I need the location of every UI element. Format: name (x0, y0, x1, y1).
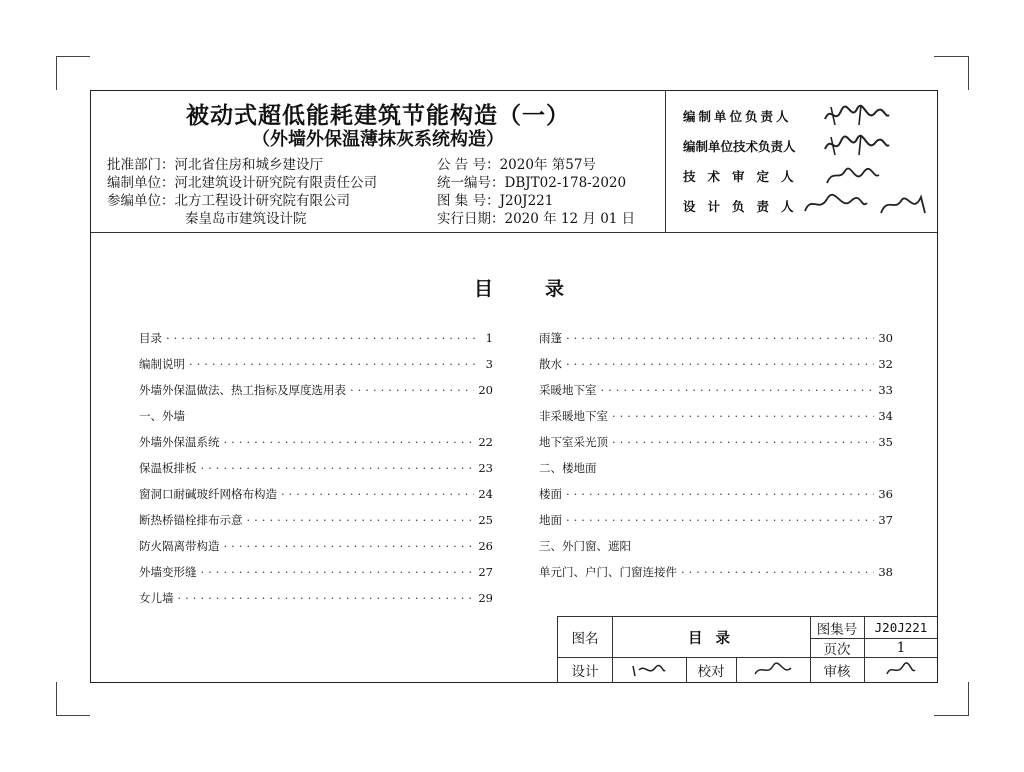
header-divider (665, 91, 666, 232)
toc-entry-title: 地下室采光顶 (539, 435, 608, 449)
editor-label: 编制单位： (107, 175, 175, 191)
toc-leader-dots (178, 585, 475, 611)
toc-entry (139, 351, 493, 377)
toc-entry-page: 37 (878, 513, 893, 527)
toc-entry-title: 目录 (139, 331, 162, 345)
toc-leader-dots (681, 559, 874, 585)
toc-left-column (139, 325, 493, 611)
date-value: 2020 年 12 月 01 日 (504, 211, 636, 227)
atlas-label: 图 集 号： (437, 193, 500, 209)
notice-row (437, 153, 596, 173)
signature-design (612, 657, 686, 683)
page-number: 1 (896, 639, 906, 656)
toc-entry-title: 三、外门窗、遮阳 (539, 539, 631, 553)
co-editor-value-2: 秦皇岛市建筑设计院 (185, 211, 307, 227)
toc-leader-dots (166, 325, 475, 351)
toc-entry (139, 481, 493, 507)
toc-entry-title: 窗洞口耐碱玻纤网格布构造 (139, 487, 277, 501)
toc-entry (539, 351, 893, 377)
signature-unit-head (821, 99, 893, 129)
toc-entry-title: 编制说明 (139, 357, 185, 371)
toc-entry-title: 防火隔离带构造 (139, 539, 220, 553)
design-label: 设计 (571, 664, 599, 680)
crop-mark (934, 715, 968, 716)
drawing-name: 目 录 (687, 629, 735, 647)
toc-entry-page: 1 (485, 331, 493, 345)
editor-value: 河北建筑设计研究院有限责任公司 (174, 175, 377, 191)
crop-mark (968, 56, 969, 90)
approval-value: 河北省住房和城乡建设厅 (174, 157, 323, 173)
toc-entry-page: 22 (478, 435, 493, 449)
approval-row (107, 153, 323, 173)
toc-entry-page: 3 (485, 357, 493, 371)
toc-entry (139, 455, 493, 481)
review-label: 审核 (823, 664, 851, 680)
date-row (437, 207, 635, 227)
toc-entry-page: 25 (478, 513, 493, 527)
toc-entry-title: 断热桥锚栓排布示意 (139, 513, 243, 527)
notice-label: 公 告 号： (437, 157, 500, 173)
document-subtitle: （外墙外保温薄抹灰系统构造） (252, 129, 504, 150)
toc-entry (139, 585, 493, 611)
toc-entry (539, 507, 893, 533)
toc-entry-title: 女儿墙 (139, 591, 174, 605)
toc-entry-title: 二、楼地面 (539, 461, 597, 475)
document-title: 被动式超低能耗建筑节能构造（一） (186, 103, 570, 129)
signature-check (736, 657, 810, 683)
toc-entry-title: 保温板排板 (139, 461, 197, 475)
toc-entry-title: 雨篷 (539, 331, 562, 345)
crop-mark (56, 682, 57, 716)
toc-entry-page: 29 (478, 591, 493, 605)
toc-leader-dots (566, 507, 874, 533)
unit-head-label: 编制单位负责人 (683, 109, 792, 124)
atlas-row (437, 189, 553, 209)
toc-entry-page: 24 (478, 487, 493, 501)
toc-entry (139, 429, 493, 455)
drawing-name-label: 图名 (571, 631, 599, 647)
toc-right-column (539, 325, 893, 585)
toc-leader-dots (201, 559, 475, 585)
atlas-value: J20J221 (499, 193, 554, 209)
toc-entry-title: 单元门、户门、门窗连接件 (539, 565, 677, 579)
signature-review (864, 657, 938, 683)
notice-value: 2020年 第57号 (499, 157, 596, 173)
toc-entry-page: 23 (478, 461, 493, 475)
toc-entry (539, 403, 893, 429)
co-editor-value-1: 北方工程设计研究院有限公司 (174, 193, 350, 209)
toc-entry-title: 外墙外保温系统 (139, 435, 220, 449)
co-editor-label: 参编单位： (107, 193, 175, 209)
toc-entry-page: 26 (478, 539, 493, 553)
toc-leader-dots (566, 351, 874, 377)
signature-tech-reviewer (823, 161, 883, 191)
signature-unit-tech-head (821, 129, 893, 159)
toc-entry-title: 非采暖地下室 (539, 409, 608, 423)
toc-leader-dots (224, 429, 475, 455)
date-label: 实行日期： (437, 211, 505, 227)
page-label: 页次 (823, 641, 851, 658)
header (91, 91, 937, 233)
toc-entry (139, 559, 493, 585)
toc-leader-dots (612, 403, 874, 429)
toc-entry-title: 外墙外保温做法、热工指标及厚度选用表 (139, 383, 346, 397)
crop-mark (56, 715, 90, 716)
toc-entry-title: 地面 (539, 513, 562, 527)
toc-entry (139, 377, 493, 403)
toc-entry (539, 559, 893, 585)
toc-leader-dots (566, 325, 874, 351)
toc-leader-dots (350, 377, 474, 403)
toc-entry-page: 30 (878, 331, 893, 345)
toc-entry-page: 36 (878, 487, 893, 501)
signature-design-head (801, 189, 933, 221)
toc-entry (539, 481, 893, 507)
crop-mark (56, 56, 57, 90)
toc-entry-title: 楼面 (539, 487, 562, 501)
toc-leader-dots (247, 507, 475, 533)
unit-tech-head-label: 编制单位技术负责人 (683, 139, 796, 154)
toc-entry (139, 403, 493, 429)
toc-leader-dots (201, 455, 475, 481)
toc-entry-title: 外墙变形缝 (139, 565, 197, 579)
toc-leader-dots (224, 533, 475, 559)
toc-entry-page: 35 (878, 435, 893, 449)
toc-entry-title: 一、外墙 (139, 409, 185, 423)
toc-entry (539, 455, 893, 481)
atlas-no: J20J221 (874, 620, 928, 635)
approval-label: 批准部门： (107, 157, 175, 173)
toc-entry-page: 32 (878, 357, 893, 371)
toc-leader-dots (601, 377, 875, 403)
drawing-frame (90, 90, 938, 683)
toc-entry-page: 27 (478, 565, 493, 579)
toc-entry (139, 507, 493, 533)
toc-leader-dots (189, 351, 475, 377)
check-label: 校对 (697, 664, 725, 680)
editor-row (107, 171, 377, 191)
toc-entry-title: 采暖地下室 (539, 383, 597, 397)
crop-mark (56, 56, 90, 57)
toc-entry-page: 33 (878, 383, 893, 397)
tech-reviewer-label: 技术审定人 (683, 169, 806, 184)
crop-mark (968, 682, 969, 716)
toc-entry-page: 20 (478, 383, 493, 397)
code-row (437, 171, 626, 191)
atlas-no-label: 图集号 (816, 621, 858, 638)
toc-entry (539, 377, 893, 403)
toc-entry (539, 429, 893, 455)
toc-entry (539, 325, 893, 351)
toc-entry (139, 325, 493, 351)
toc-leader-dots (281, 481, 474, 507)
design-head-label: 设计负责人 (683, 199, 806, 214)
toc-title: 目录 (474, 278, 617, 300)
toc-entry-page: 38 (878, 565, 893, 579)
toc-leader-dots (566, 481, 874, 507)
code-label: 统一编号： (437, 175, 505, 191)
toc-entry-page: 34 (878, 409, 893, 423)
co-editor-row (107, 189, 350, 209)
toc-entry (539, 533, 893, 559)
toc-leader-dots (612, 429, 874, 455)
toc-entry (139, 533, 493, 559)
co-editor-row-2 (185, 207, 307, 227)
toc-entry-title: 散水 (539, 357, 562, 371)
crop-mark (934, 56, 968, 57)
code-value: DBJT02-178-2020 (504, 175, 627, 191)
title-block (557, 616, 938, 683)
